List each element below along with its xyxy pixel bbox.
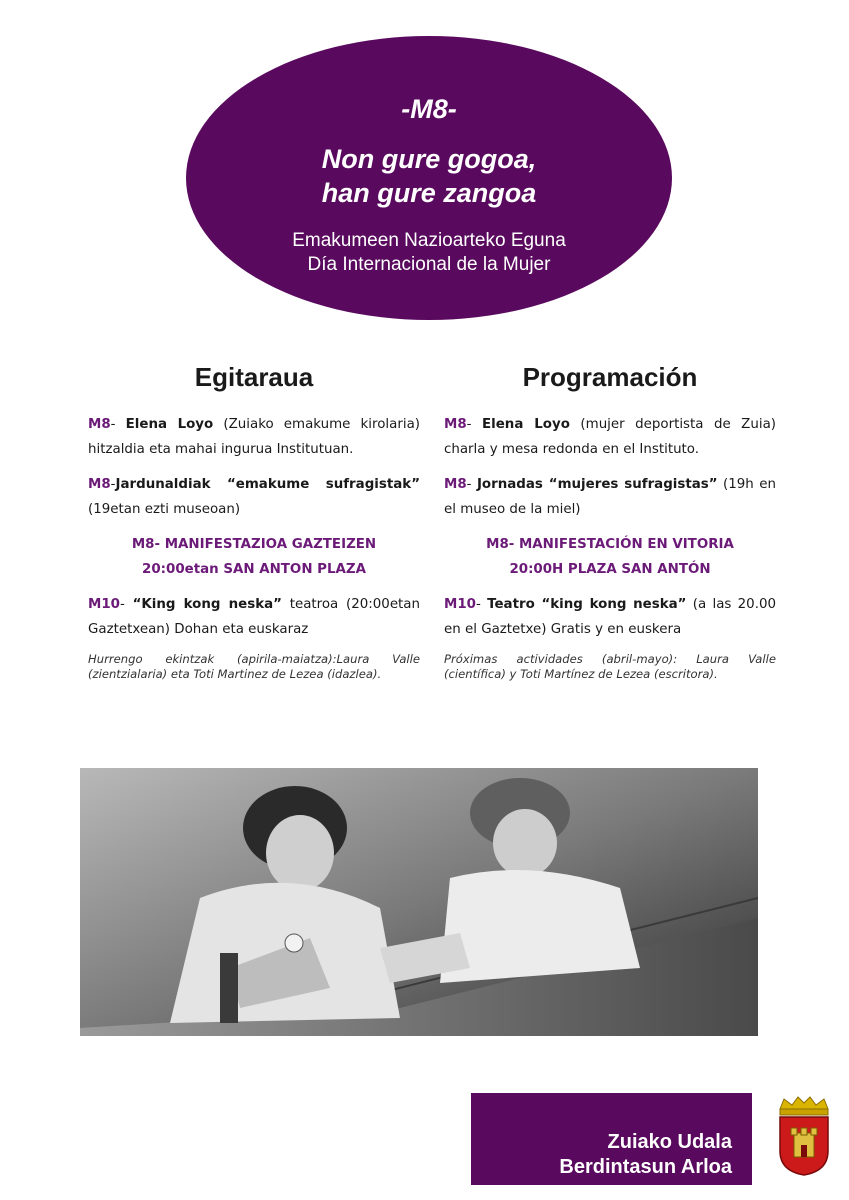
item-sep: -: [475, 597, 488, 612]
march-info: [444, 532, 776, 582]
item-title: Jardunaldiak “emakume sufragistak”: [115, 477, 420, 492]
subtitle-spanish: Día Internacional de la Mujer: [307, 254, 551, 275]
coat-of-arms-icon: [774, 1095, 834, 1177]
item-sep: -: [110, 417, 126, 432]
slogan-line-2: han gure zangoa: [321, 178, 537, 208]
item-key: M8: [444, 477, 467, 492]
item-details: (19h en el museo de la miel): [444, 477, 776, 517]
program-item: [88, 412, 420, 462]
program-item: [444, 472, 776, 522]
march-time: 20:00H PLAZA SAN ANTÓN: [509, 562, 711, 577]
item-details: (a las 20.00 en el Gaztetxe) Gratis y en euskera: [444, 597, 776, 637]
header-ellipse: [186, 36, 672, 320]
item-sep: -: [119, 597, 133, 612]
column-title: Programación: [522, 362, 698, 392]
department-name: Berdintasun Arloa: [559, 1156, 732, 1178]
women-workers-photo: [80, 768, 758, 1036]
item-key: M10: [444, 597, 476, 612]
item-details: (19etan ezti museoan): [88, 502, 241, 517]
column-title: Egitaraua: [194, 362, 314, 392]
council-footer: [471, 1093, 752, 1185]
program-spanish-column: [444, 360, 776, 682]
march-title: M8- MANIFESTAZIOA GAZTEIZEN: [131, 537, 377, 552]
item-key: M10: [88, 597, 120, 612]
program-item: [88, 592, 420, 642]
event-code: -M8-: [401, 94, 457, 124]
item-key: M8: [88, 477, 111, 492]
item-sep: -: [110, 477, 116, 492]
item-details: teatroa (20:00etan Gaztetxean) Dohan eta euskaraz: [88, 597, 421, 637]
subtitle-basque: Emakumeen Nazioarteko Eguna: [292, 230, 566, 251]
item-sep: -: [466, 477, 477, 492]
program-item: [88, 472, 420, 522]
item-title: Teatro “king kong neska”: [487, 597, 687, 612]
upcoming-note: Hurrengo ekintzak (apirila-maiatza):Laura Valle (zientzialaria) eta Toti Martinez de Lezea (idazlea).: [88, 652, 420, 681]
slogan-line-1: Non gure gogoa,: [321, 144, 537, 174]
item-title: Elena Loyo: [481, 417, 570, 432]
march-info: [88, 532, 420, 582]
item-title: Elena Loyo: [125, 417, 214, 432]
photo-illustration: [80, 768, 758, 1036]
item-details: (Zuiako emakume kirolaria) hitzaldia eta mahai ingurua Institutuan.: [88, 417, 421, 457]
march-time: 20:00etan SAN ANTON PLAZA: [142, 562, 366, 577]
item-key: M8: [88, 417, 111, 432]
council-name: Zuiako Udala: [607, 1131, 732, 1153]
item-sep: -: [466, 417, 482, 432]
item-details: (mujer deportista de Zuia) charla y mesa redonda en el Instituto.: [444, 417, 776, 457]
item-title: Jornadas “mujeres sufragistas”: [476, 477, 718, 492]
program-basque-column: [88, 360, 420, 682]
item-key: M8: [444, 417, 467, 432]
program-item: [444, 592, 776, 642]
upcoming-note: Próximas actividades (abril-mayo): Laura Valle (científica) y Toti Martínez de Lezea (escritora).: [444, 652, 776, 681]
program-item: [444, 412, 776, 462]
item-title: “King kong neska”: [132, 597, 282, 612]
march-title: M8- MANIFESTACIÓN EN VITORIA: [486, 537, 734, 552]
